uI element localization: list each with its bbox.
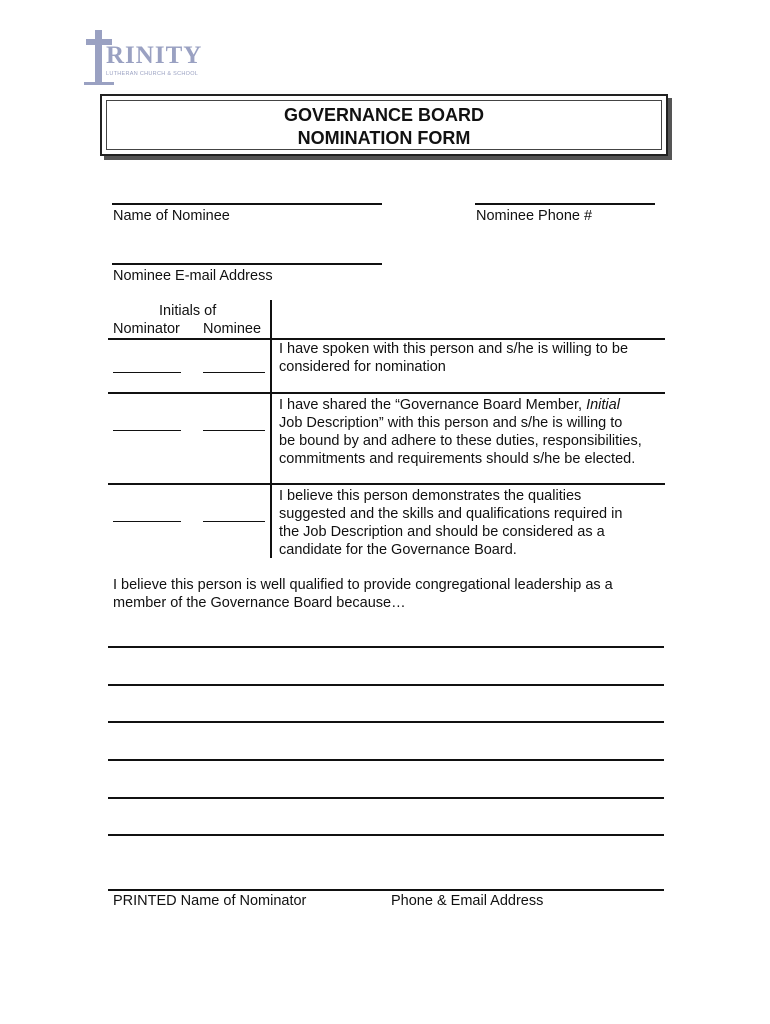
logo-wordmark: RINITY bbox=[106, 42, 203, 69]
statement-2-line-4: commitments and requirements should s/he be elected. bbox=[279, 451, 636, 467]
table-rule bbox=[108, 483, 665, 485]
nominee-initials-field-2[interactable] bbox=[203, 430, 265, 431]
nominee-initials-field-3[interactable] bbox=[203, 521, 265, 522]
statement-2-line-1-italic: Initial bbox=[586, 397, 620, 413]
name-of-nominee-label: Name of Nominee bbox=[113, 208, 230, 224]
statement-3-line-2: suggested and the skills and qualifications required in bbox=[279, 506, 623, 522]
statement-1-line-1: I have spoken with this person and s/he is willing to be bbox=[279, 341, 629, 357]
nominator-initials-field-3[interactable] bbox=[113, 521, 181, 522]
statement-2-line-1-text: I have shared the “Governance Board Member, bbox=[279, 397, 587, 413]
statement-3-line-4: candidate for the Governance Board. bbox=[279, 542, 517, 558]
nominee-column-header: Nominee bbox=[203, 321, 262, 337]
nominator-column-header: Nominator bbox=[113, 321, 180, 337]
title-box bbox=[100, 94, 668, 156]
answer-line-1[interactable] bbox=[108, 646, 664, 648]
printed-name-label: PRINTED Name of Nominator bbox=[113, 893, 307, 909]
statement-1-line-2: considered for nomination bbox=[279, 359, 446, 375]
nominee-phone-label: Nominee Phone # bbox=[476, 208, 593, 224]
qualified-text-line-1: I believe this person is well qualified to provide congregational leadership as a bbox=[113, 577, 613, 593]
phone-email-label: Phone & Email Address bbox=[391, 893, 544, 909]
form-title-line1: GOVERNANCE BOARD bbox=[283, 105, 484, 125]
answer-line-3[interactable] bbox=[108, 721, 664, 723]
statement-2-line-2: Job Description” with this person and s/he is willing to bbox=[279, 415, 623, 431]
name-of-nominee-field[interactable] bbox=[112, 203, 382, 205]
answer-line-2[interactable] bbox=[108, 684, 664, 686]
qualified-text-line-2: member of the Governance Board because… bbox=[113, 595, 406, 611]
nominator-initials-field-2[interactable] bbox=[113, 430, 181, 431]
nominee-email-field[interactable] bbox=[112, 263, 382, 265]
statement-3-line-3: the Job Description and should be considered as a bbox=[279, 524, 605, 540]
statement-2-line-3: be bound by and adhere to these duties, responsibilities, bbox=[279, 433, 642, 449]
nominee-email-label: Nominee E-mail Address bbox=[113, 268, 273, 284]
trinity-logo bbox=[84, 30, 204, 86]
statement-3-line-1: I believe this person demonstrates the qualities bbox=[279, 488, 582, 504]
form-title-line2: NOMINATION FORM bbox=[297, 128, 471, 148]
table-rule bbox=[108, 392, 665, 394]
nominator-initials-field-1[interactable] bbox=[113, 372, 181, 373]
statement-2-line-1 bbox=[279, 396, 620, 414]
nominator-info-field[interactable] bbox=[108, 889, 664, 891]
nominee-initials-field-1[interactable] bbox=[203, 372, 265, 373]
answer-line-4[interactable] bbox=[108, 759, 664, 761]
answer-line-6[interactable] bbox=[108, 834, 664, 836]
nominee-phone-field[interactable] bbox=[475, 203, 655, 205]
answer-line-5[interactable] bbox=[108, 797, 664, 799]
initials-of-label: Initials of bbox=[159, 303, 217, 319]
logo-subtitle: LUTHERAN CHURCH & SCHOOL bbox=[106, 71, 199, 77]
